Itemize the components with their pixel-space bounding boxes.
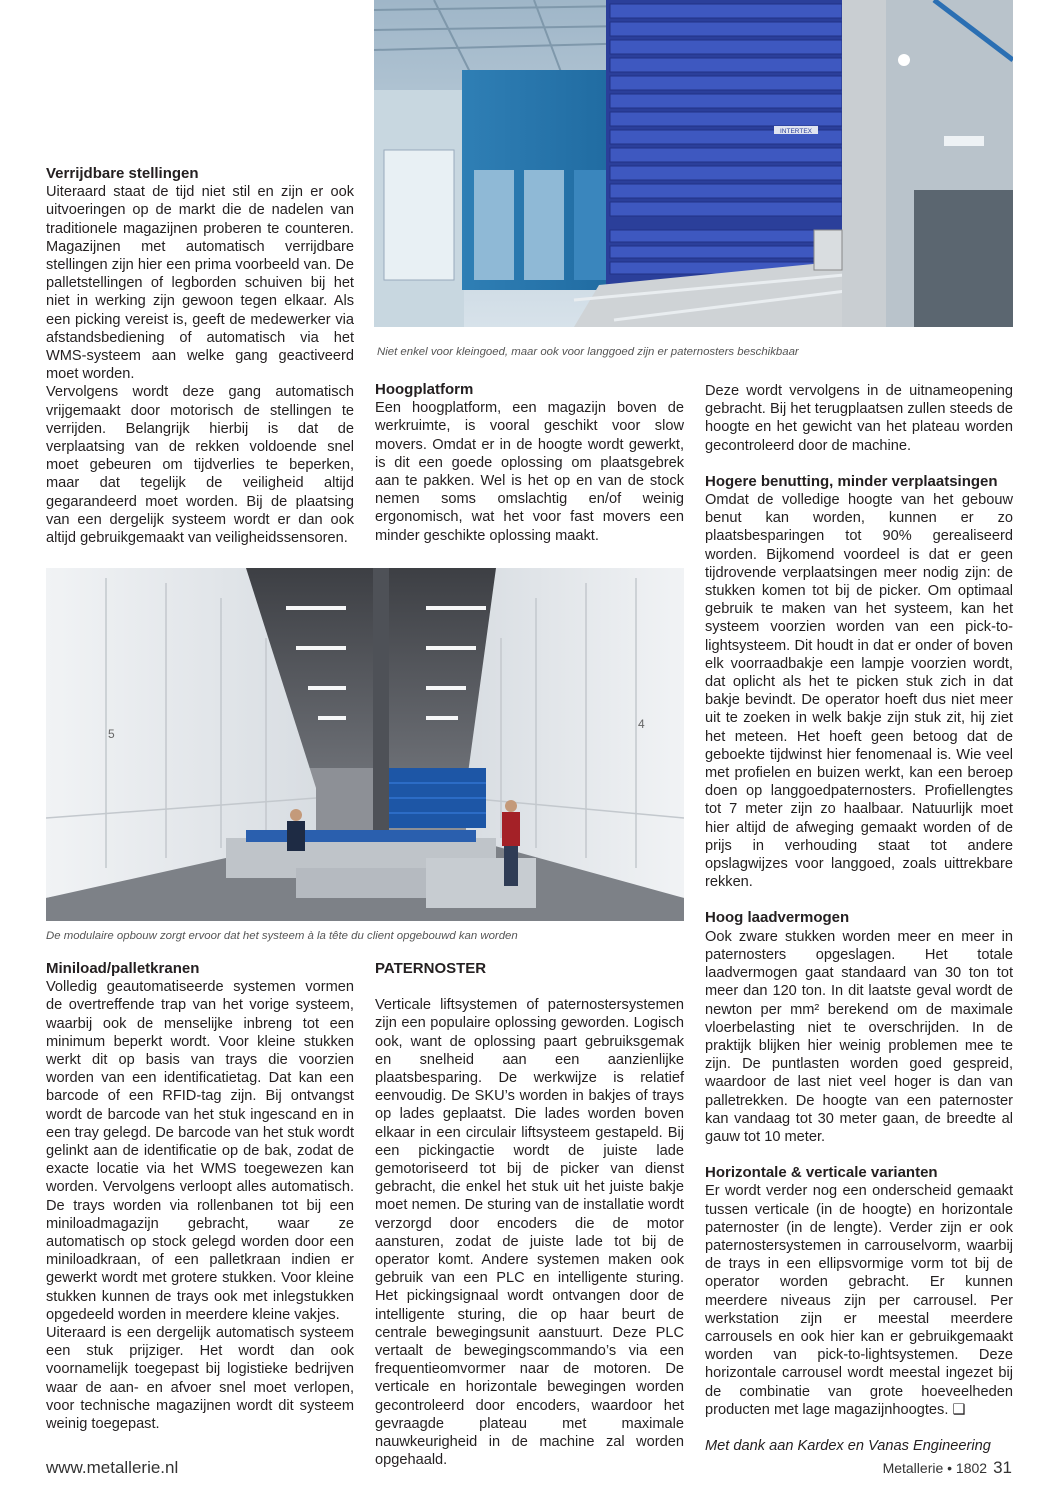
column-left-top xyxy=(46,165,354,547)
photo-paternoster-illustration xyxy=(374,0,1013,327)
footer-website[interactable] xyxy=(46,1458,178,1478)
column-right xyxy=(705,382,1013,1455)
caption-middle-photo: De modulaire opbouw zorgt ervoor dat het systeem à la tête du client opgebouwd kan worden xyxy=(46,930,518,942)
paragraph: Uiteraard staat de tijd niet stil en zijn er ook uitvoeringen op de markt die de nadelen van traditionele magazijnen proberen te counteren. Magazijnen met automatisch verrijdbare stellingen zijn hier een prima voorbeeld van. De palletstellingen of legborden schuiven bij het niet in werking zijn gewoon tegen elkaar. Als een picking vereist is, geeft de medewerker via afstandsbediening of automatisch via het WMS-systeem aan welke gang geactiveerd moet worden. xyxy=(46,184,354,383)
column-middle-bottom xyxy=(375,960,684,1469)
photo-paternoster-warehouse xyxy=(374,0,1013,327)
paragraph: Ook zware stukken worden meer en meer in paternosters opgeslagen. Het totale laadvermogen gaat standaard van 30 ton tot meer dan 120 ton. In dit laatste geval wordt de newton per mm² berekend om de maximale vloerbelasting niet te overschrijden. In de praktijk blijken hier weinig problemen mee te zijn. De puntlasten worden goed gespreid, waardoor de last niet veel hoger is dan van palletrekken. De hoogte van een paternoster kan vandaag tot 30 meter gaan, de breedte al gauw tot 10 meter. xyxy=(705,928,1013,1145)
acknowledgement: Met dank aan Kardex en Vanas Engineering xyxy=(705,1437,991,1454)
module-number-right: 4 xyxy=(638,717,645,731)
paragraph: Er wordt verder nog een onderscheid gemaakt tussen verticale (in de hoogte) en horizontale paternoster (in de lengte). Verder zijn er ook paternostersystemen in carrouselvorm, waarbij de trays in een ellipsvormige vorm tot bij de operator worden gebracht. Er kunnen meerdere niveaus zijn per carrousel. Per werkstation zijn er meestal meerdere carrousels en ook hier kan er gebruikgemaakt worden van pick-to-lightsystemen. Deze horizontale carrousel wordt meestal ingezet bij de combinatie van grote hoeveelheden producten met lage magazijnhoogtes. xyxy=(705,1183,1013,1418)
module-number-left: 5 xyxy=(108,727,115,741)
column-left-bottom xyxy=(46,960,354,1433)
paragraph: Deze wordt vervolgens in de uitnameopening gebracht. Bij het terugplaatsen zullen steeds de hoogte en het gewicht van het plateau worden gecontroleerd door de machine. xyxy=(705,383,1013,454)
end-mark: ❑ xyxy=(952,1401,966,1418)
brand-label: INTERTEX xyxy=(779,128,813,135)
paragraph: Vervolgens wordt deze gang automatisch vrijgemaakt door motorisch de stellingen te verrijden. Belangrijk hierbij is dat de verplaatsing van de rekken voldoende snel moet gebeuren om tijdverlies te beperken, maar dat tegelijk de veiligheid altijd gegarandeerd moet worden. Bij de plaatsing van een dergelijk systeem wordt er dan ook altijd gebruikgemaakt van veiligheidssensoren. xyxy=(46,384,354,547)
paragraph: Een hoogplatform, een magazijn boven de werkruimte, is vooral geschikt voor slow movers. Omdat er in de hoogte wordt gewerkt, is dit een goede oplossing om plaatsgebrek aan te pakken. Wel is het op en van de stock nemen soms omslachtig en/of weinig ergonomisch, wat het voor fast movers een minder geschikte oplossing maakt. xyxy=(375,400,684,544)
footer-issue xyxy=(883,1458,1012,1478)
heading-hogere-benutting: Hogere benutting, minder verplaatsingen xyxy=(705,472,998,490)
paragraph: Volledig geautomatiseerde systemen vormen de overtreffende trap van het vorige systeem, waarbij ook de menselijke inbreng tot een minimum beperkt wordt. Voor kleine stukken werkt dit op basis van trays die voorzien worden van een identificatietag. Dat kan een barcode of een RFID-tag zijn. Bij ontvangst wordt de barcode van het stuk ingescand en in een tray gelegd. De barcode van het stuk wordt gelinkt aan de identificatie op de bak, zodat de exacte locatie via het WMS toegewezen kan worden. Vervolgens verloopt alles automatisch. De trays worden via rollenbanen tot bij een miniloadmagazijn gebracht, waar ze automatisch op stock gelegd worden door een miniloadkraan, of een palletkraan indien er gewerkt wordt met grotere stukken. Voor kleine stukken kunnen de trays ook met inlegstukken opgedeeld worden in meerdere kleine vakjes. xyxy=(46,979,354,1323)
heading-hoogplatform: Hoogplatform xyxy=(375,381,474,398)
paragraph: Verticale liftsystemen of paternostersystemen zijn een populaire oplossing geworden. Logisch ook, want de oplossing paart gebruiksgemak en snelheid aan een aanzienlijke plaatsbesparing. De werkwijze is relatief eenvoudig. De SKU’s worden in bakjes of trays op lades geplaatst. Die lades worden boven elkaar in een circulair liftsysteem gestapeld. Bij een pickingactie wordt de juiste lade gemotoriseerd tot bij de picker van dienst gebracht, die enkel het stuk uit het juiste bakje moet nemen. De sturing van de installatie wordt verzorgd door encoders die de motor aansturen, zodat de juiste lade tot bij de operator komt. Andere systemen maken ook gebruik van een PLC en intelligente sturing. Het pickingsignaal wordt ontvangen door de intelligente sturing, die op haar beurt de centrale bewegingsunit aanstuurt. Deze PLC vertaalt de bewegingscommando’s via een frequentieomvormer naar de motoren. De verticale en horizontale bewegingen worden gecontroleerd door encoders, waardoor het gevraagde plateau met maximale nauwkeurigheid in de machine zal worden opgehaald. xyxy=(375,997,684,1469)
paragraph: Omdat de volledige hoogte van het gebouw benut kan worden, kunnen er zo plaatsbesparingen tot 90% gerealiseerd worden. Bijkomend voordeel is dat er geen tijdrovende verplaatsingen meer nodig zijn: de stukken komen tot bij de picker. Om optimaal gebruik te maken van het systeem, kan het systeem voorzien worden van een pick-to-lightsysteem. Dit houdt in dat er onder of boven elk voorraadbakje een lampje voorzien wordt, dat oplicht als het te picken stuk zich in dat bakje bevindt. De operator hoeft dus niet meer uit te zoeken in welk bakje zijn stuk zit, hij ziet het meteen. Het hoeft geen betoog dat de geboekte tijdwinst hier fenomenaal is. Wie veel met profielen en buizen werkt, kan een beroep doen op langgoedpaternosters. Profiellengtes tot 7 meter zijn zo haalbaar. Natuurlijk moet hier altijd de afweging gemaakt worden of de prijs in verhouding staat tot andere opslagwijzes voor langgoed, zoals uittrekbare rekken. xyxy=(705,492,1013,891)
issue-label: Metallerie • 1802 xyxy=(882,1460,988,1476)
website-link[interactable]: www.metallerie.nl xyxy=(46,1458,179,1477)
heading-miniload: Miniload/palletkranen xyxy=(46,960,200,977)
heading-hoog-laadvermogen: Hoog laadvermogen xyxy=(705,909,850,927)
heading-verrijdbare-stellingen: Verrijdbare stellingen xyxy=(46,165,199,182)
photo-warehouse-illustration xyxy=(46,568,684,921)
caption-top-photo: Niet enkel voor kleingoed, maar ook voor langgoed zijn er paternosters beschikbaar xyxy=(377,346,799,358)
page-number: 31 xyxy=(993,1458,1012,1477)
column-middle-top xyxy=(375,381,684,545)
heading-horizontale-verticale: Horizontale & verticale varianten xyxy=(705,1164,938,1182)
paragraph: Uiteraard is een dergelijk automatisch systeem een stuk prijziger. Het wordt dan ook voornamelijk toegepast bij logistieke bedrijven waar de aan- en afvoer snel moet verlopen, voor technische magazijnen wordt dit systeem weinig toegepast. xyxy=(46,1325,354,1433)
photo-modular-warehouse xyxy=(46,568,684,921)
heading-paternoster: PATERNOSTER xyxy=(375,960,487,977)
